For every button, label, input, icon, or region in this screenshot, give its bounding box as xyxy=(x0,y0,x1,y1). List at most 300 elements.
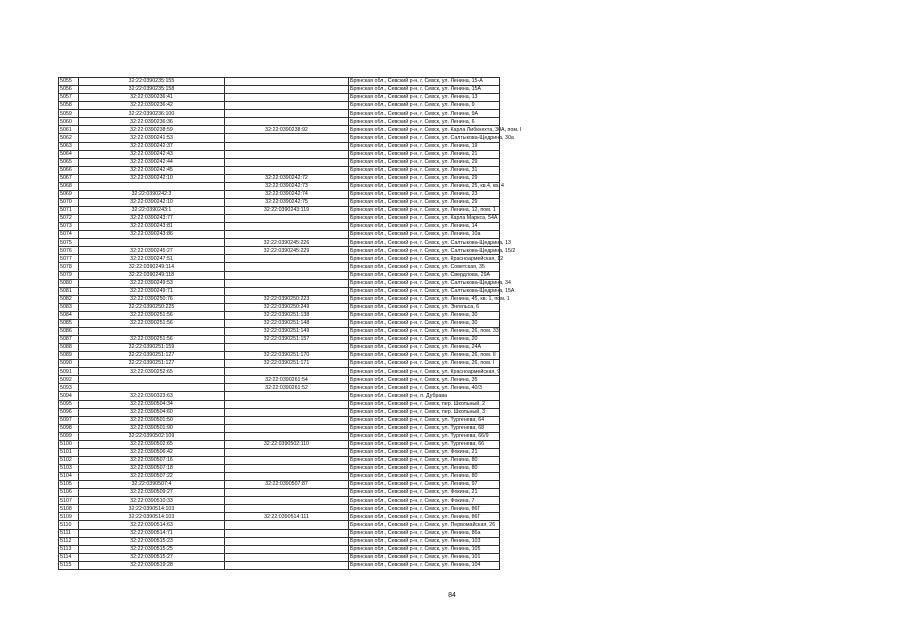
land-cadastral-number-cell: 32:22:0390242:3 xyxy=(79,190,225,198)
table-row xyxy=(59,432,500,440)
table-row xyxy=(59,142,500,150)
land-cadastral-number-cell: 32:22:0390235:155 xyxy=(79,78,225,86)
building-cadastral-number-cell: 32:22:0390250:249 xyxy=(225,303,349,311)
table-row xyxy=(59,279,500,287)
building-cadastral-number-cell xyxy=(225,456,349,464)
land-cadastral-number-cell: 32:22:0390249:114 xyxy=(79,263,225,271)
row-number-cell: 5110 xyxy=(59,521,79,529)
land-cadastral-number-cell: 32:22:0390242:45 xyxy=(79,166,225,174)
row-number-cell: 5081 xyxy=(59,287,79,295)
land-cadastral-number-cell: 32:22:0390236:42 xyxy=(79,102,225,110)
row-number-cell: 5109 xyxy=(59,513,79,521)
row-number-cell: 5070 xyxy=(59,198,79,206)
row-number-cell: 5106 xyxy=(59,489,79,497)
land-cadastral-number-cell: 32:22:0390236:100 xyxy=(79,110,225,118)
row-number-cell: 5060 xyxy=(59,118,79,126)
land-cadastral-number-cell: 32:22:0390251:56 xyxy=(79,311,225,319)
row-number-cell: 5089 xyxy=(59,352,79,360)
row-number-cell: 5114 xyxy=(59,553,79,561)
building-cadastral-number-cell xyxy=(225,271,349,279)
row-number-cell: 5105 xyxy=(59,481,79,489)
table-row xyxy=(59,513,500,521)
address-cell: Брянская обл., Севский р-н, г. Севск, ул. Ленина, 10а xyxy=(349,231,500,239)
land-cadastral-number-cell: 32:22:0390510:33 xyxy=(79,497,225,505)
building-cadastral-number-cell xyxy=(225,344,349,352)
table-row xyxy=(59,336,500,344)
address-cell: Брянская обл., Севский р-н, г. Севск, ул. Ленина, 26, пом. II xyxy=(349,352,500,360)
address-cell: Брянская обл., Севский р-н, г. Севск, ул. Ленина, 86а xyxy=(349,529,500,537)
table-row xyxy=(59,110,500,118)
address-cell: Брянская обл., Севский р-н, г. Севск, ул. Ленина, 45, кв. 1, пом. 1 xyxy=(350,295,510,302)
building-cadastral-number-cell xyxy=(225,537,349,545)
table-row xyxy=(59,456,500,464)
table-row xyxy=(59,94,500,102)
land-cadastral-number-cell: 32:22:0390502:109 xyxy=(79,432,225,440)
address-cell: Брянская обл., Севский р-н, г. Севск, ул. Энгельса, 6 xyxy=(349,303,500,311)
building-cadastral-number-cell xyxy=(225,223,349,231)
land-cadastral-number-cell: 32:22:0390504:34 xyxy=(79,400,225,408)
address-cell: Брянская обл., Севский р-н, г. Севск, ул. Советская, 35 xyxy=(349,263,500,271)
building-cadastral-number-cell xyxy=(225,118,349,126)
building-cadastral-number-cell: 32:22:0390251:138 xyxy=(225,311,349,319)
land-cadastral-number-cell: 32:22:0390242:43 xyxy=(79,150,225,158)
table-row xyxy=(59,239,500,247)
building-cadastral-number-cell xyxy=(225,94,349,102)
table-row xyxy=(59,545,500,553)
building-cadastral-number-cell: 32:22:0390514:111 xyxy=(225,513,349,521)
building-cadastral-number-cell: 32:22:0390251:149 xyxy=(225,327,349,335)
address-cell: Брянская обл., Севский р-н, г. Севск, пер. Школьный, 3 xyxy=(349,408,500,416)
land-cadastral-number-cell: 32:22:0390243:86 xyxy=(79,231,225,239)
row-number-cell: 5065 xyxy=(59,158,79,166)
land-cadastral-number-cell: 32:22:0390506:42 xyxy=(79,448,225,456)
land-cadastral-number-cell xyxy=(79,376,225,384)
address-cell: Брянская обл., Севский р-н, г. Севск, ул. Ленина, 20 xyxy=(349,336,500,344)
row-number-cell: 5067 xyxy=(59,174,79,182)
address-cell: Брянская обл., Севский р-н, г. Севск, ул. Карла Маркса, 54А xyxy=(349,215,500,223)
address-cell: Брянская обл., Севский р-н, г. Севск, ул. Ленина, 86Г xyxy=(349,505,500,513)
row-number-cell: 5064 xyxy=(59,150,79,158)
land-cadastral-number-cell: 32:22:0390501:90 xyxy=(79,424,225,432)
building-cadastral-number-cell xyxy=(225,263,349,271)
land-cadastral-number-cell xyxy=(79,182,225,190)
building-cadastral-number-cell xyxy=(225,158,349,166)
land-cadastral-number-cell: 32:22:0390236:41 xyxy=(79,94,225,102)
row-number-cell: 5092 xyxy=(59,376,79,384)
address-cell: Брянская обл., Севский р-н, г. Севск, ул. Ленина, 9А xyxy=(349,110,500,118)
row-number-cell: 5088 xyxy=(59,344,79,352)
table-row xyxy=(59,182,500,190)
building-cadastral-number-cell: 32:22:0390242:73 xyxy=(225,182,349,190)
table-row xyxy=(59,174,500,182)
address-cell: Брянская обл., Севский р-н, г. Севск, ул. Фокина, 7 xyxy=(349,497,500,505)
building-cadastral-number-cell xyxy=(225,392,349,400)
table-row xyxy=(59,529,500,537)
row-number-cell: 5115 xyxy=(59,561,79,569)
land-cadastral-number-cell: 32:22:0390250:225 xyxy=(79,303,225,311)
table-row xyxy=(59,303,500,311)
row-number-cell: 5080 xyxy=(59,279,79,287)
building-cadastral-number-cell xyxy=(225,489,349,497)
table-row xyxy=(59,271,500,279)
row-number-cell: 5102 xyxy=(59,456,79,464)
building-cadastral-number-cell xyxy=(225,408,349,416)
table-row xyxy=(59,392,500,400)
address-cell: Брянская обл., Севский р-н, г. Севск, ул. Ленина, 9 xyxy=(349,102,500,110)
row-number-cell: 5082 xyxy=(59,295,79,303)
table-row xyxy=(59,400,500,408)
table-row xyxy=(59,537,500,545)
table-row xyxy=(59,384,500,392)
address-cell: Брянская обл., Севский р-н, г. Севск, ул. Тургенева, 66/9 xyxy=(349,432,500,440)
row-number-cell: 5069 xyxy=(59,190,79,198)
land-cadastral-number-cell: 32:22:0390249:53 xyxy=(79,279,225,287)
table-row xyxy=(59,561,500,569)
address-cell: Брянская обл., Севский р-н, г. Севск, ул. Салтыкова-Щедрина, 13 xyxy=(350,239,511,246)
table-row xyxy=(59,505,500,513)
building-cadastral-number-cell: 32:22:0390251:148 xyxy=(225,319,349,327)
address-cell: Брянская обл., Севский р-н, г. Севск, ул. Ленина, 103 xyxy=(349,537,500,545)
land-cadastral-number-cell: 32:22:0390509:27 xyxy=(79,489,225,497)
table-row xyxy=(59,150,500,158)
address-cell: Брянская обл., Севский р-н, г. Севск, ул. Ленина, 86Г xyxy=(349,513,500,521)
row-number-cell: 5055 xyxy=(59,78,79,86)
building-cadastral-number-cell xyxy=(225,287,349,295)
address-cell: Брянская обл., Севский р-н, г. Севск, ул. Ленина, 80 xyxy=(349,473,500,481)
table-row xyxy=(59,223,500,231)
building-cadastral-number-cell xyxy=(225,561,349,569)
address-cell: Брянская обл., Севский р-н, г. Севск, ул. Ленина, 12, пом. 1 xyxy=(349,207,500,215)
building-cadastral-number-cell xyxy=(225,78,349,86)
table-row xyxy=(59,352,500,360)
address-cell: Брянская обл., Севский р-н, г. Севск, ул. Ленина, 35 xyxy=(349,376,500,384)
land-cadastral-number-cell: 32:22:0390501:50 xyxy=(79,416,225,424)
table-row xyxy=(59,408,500,416)
land-cadastral-number-cell: 32:22:0390251:159 xyxy=(79,344,225,352)
row-number-cell: 5073 xyxy=(59,223,79,231)
table-row xyxy=(59,166,500,174)
land-cadastral-number-cell: 32:22:0390243:77 xyxy=(79,215,225,223)
row-number-cell: 5078 xyxy=(59,263,79,271)
land-cadastral-number-cell: 32:22:0390238:59 xyxy=(79,126,225,134)
land-cadastral-number-cell: 32:22:0390245:27 xyxy=(79,247,225,255)
row-number-cell: 5107 xyxy=(59,497,79,505)
row-number-cell: 5062 xyxy=(59,134,79,142)
address-cell: Брянская обл., Севский р-н, г. Севск, ул. Ленина, 30 xyxy=(349,319,500,327)
table-row xyxy=(59,126,500,134)
row-number-cell: 5112 xyxy=(59,537,79,545)
row-number-cell: 5084 xyxy=(59,311,79,319)
land-cadastral-number-cell: 32:22:0390251:56 xyxy=(79,319,225,327)
address-cell: Брянская обл., Севский р-н, г. Севск, ул. Ленина, 80 xyxy=(349,465,500,473)
land-cadastral-number-cell: 32:22:0390235:158 xyxy=(79,86,225,94)
building-cadastral-number-cell xyxy=(225,473,349,481)
table-row xyxy=(59,287,500,295)
address-cell: Брянская обл., Севский р-н, г. Севск, пер. Школьный, 2 xyxy=(349,400,500,408)
row-number-cell: 5058 xyxy=(59,102,79,110)
address-cell: Брянская обл., Севский р-н, г. Севск, ул. Салтыкова-Щедрина, 15А xyxy=(350,287,515,294)
land-cadastral-number-cell: 32:22:0390249:118 xyxy=(79,271,225,279)
land-cadastral-number-cell: 32:22:0390323:63 xyxy=(79,392,225,400)
land-cadastral-number-cell: 32:22:0390251:56 xyxy=(79,336,225,344)
table-row xyxy=(59,255,500,263)
address-cell: Брянская обл., Севский р-н, г. Севск, ул. Красноармейская, 12 xyxy=(350,255,504,262)
address-cell: Брянская обл., Севский р-н, г. Севск, ул. Тургенева, 64 xyxy=(349,416,500,424)
building-cadastral-number-cell: 32:22:0390242:72 xyxy=(225,174,349,182)
address-cell: Брянская обл., Севский р-н, г. Севск, ул. Ленина, 105 xyxy=(349,545,500,553)
row-number-cell: 5056 xyxy=(59,86,79,94)
land-cadastral-number-cell: 32:22:0390252:65 xyxy=(79,368,225,376)
building-cadastral-number-cell xyxy=(225,255,349,263)
row-number-cell: 5061 xyxy=(59,126,79,134)
row-number-cell: 5095 xyxy=(59,400,79,408)
table-row xyxy=(59,497,500,505)
table-row xyxy=(59,553,500,561)
building-cadastral-number-cell: 32:22:0390245:229 xyxy=(225,247,349,255)
address-cell: Брянская обл., Севский р-н, г. Севск, ул. Ленина, 29 xyxy=(349,158,500,166)
address-cell: Брянская обл., Севский р-н, г. Севск, ул. Тургенева, 68 xyxy=(349,424,500,432)
building-cadastral-number-cell: 32:22:0390238:92 xyxy=(225,126,349,134)
address-cell: Брянская обл., Севский р-н, г. Севск, ул. Ленина, 19 xyxy=(349,142,500,150)
row-number-cell: 5094 xyxy=(59,392,79,400)
building-cadastral-number-cell xyxy=(225,215,349,223)
land-cadastral-number-cell xyxy=(79,384,225,392)
building-cadastral-number-cell xyxy=(225,505,349,513)
address-cell: Брянская обл., Севский р-н, г. Севск, ул. Первомайская, 26 xyxy=(349,521,500,529)
land-cadastral-number-cell: 32:22:0390249:71 xyxy=(79,287,225,295)
building-cadastral-number-cell: 32:22:0390245:226 xyxy=(225,239,349,247)
table-row xyxy=(59,368,500,376)
table-row xyxy=(59,327,500,335)
land-cadastral-number-cell xyxy=(79,327,225,335)
row-number-cell: 5100 xyxy=(59,440,79,448)
table-row xyxy=(59,465,500,473)
table-row xyxy=(59,215,500,223)
land-cadastral-number-cell: 32:22:0390242:10 xyxy=(79,198,225,206)
building-cadastral-number-cell: 32:22:0390251:170 xyxy=(225,352,349,360)
address-cell: Брянская обл., Севский р-н, г. Севск, ул. Ленина, 13 xyxy=(349,94,500,102)
address-cell: Брянская обл., Севский р-н, г. Севск, ул. Ленина, 26, пом. I xyxy=(349,360,500,368)
address-cell: Брянская обл., Севский р-н, г. Севск, ул. Ленина, 24А xyxy=(349,344,500,352)
building-cadastral-number-cell xyxy=(225,102,349,110)
land-cadastral-number-cell: 32:22:0390504:60 xyxy=(79,408,225,416)
address-cell: Брянская обл., Севский р-н, г. Севск, ул. Красноармейская, 9 xyxy=(350,368,501,375)
table-row xyxy=(59,198,500,206)
address-cell: Брянская обл., Севский р-н, г. Севск, ул. Ленина, 31 xyxy=(349,166,500,174)
building-cadastral-number-cell: 32:22:0390261:52 xyxy=(225,384,349,392)
building-cadastral-number-cell xyxy=(225,553,349,561)
address-cell: Брянская обл., Севский р-н, г. Севск, ул. Салтыкова-Щедрина, 15/2 xyxy=(350,247,516,254)
address-cell: Брянская обл., Севский р-н, г. Севск, ул. Тургенева, 66 xyxy=(349,440,500,448)
building-cadastral-number-cell xyxy=(225,134,349,142)
land-cadastral-number-cell: 32:22:0390507:16 xyxy=(79,456,225,464)
address-cell: Брянская обл., Севский р-н, г. Севск, ул. Ленина, 23 xyxy=(349,190,500,198)
row-number-cell: 5101 xyxy=(59,448,79,456)
row-number-cell: 5074 xyxy=(59,231,79,239)
address-cell: Брянская обл., Севский р-н, г. Севск, ул. Фокина, 21 xyxy=(349,448,500,456)
land-cadastral-number-cell: 32:22:0390514:103 xyxy=(79,505,225,513)
table-row xyxy=(59,360,500,368)
building-cadastral-number-cell xyxy=(225,465,349,473)
land-cadastral-number-cell xyxy=(79,239,225,247)
building-cadastral-number-cell xyxy=(225,497,349,505)
land-cadastral-number-cell: 32:22:0390243:81 xyxy=(79,223,225,231)
building-cadastral-number-cell: 32:22:0390251:171 xyxy=(225,360,349,368)
table-row xyxy=(59,424,500,432)
row-number-cell: 5066 xyxy=(59,166,79,174)
land-cadastral-number-cell: 32:22:0390515:25 xyxy=(79,545,225,553)
table-row xyxy=(59,158,500,166)
land-cadastral-number-cell: 32:22:0390507:22 xyxy=(79,473,225,481)
table-row xyxy=(59,134,500,142)
address-cell: Брянская обл., Севский р-н, г. Севск, ул. Ленина, 30 xyxy=(349,311,500,319)
address-cell: Брянская обл., Севский р-н, г. Севск, ул. Ленина, 21 xyxy=(349,150,500,158)
row-number-cell: 5087 xyxy=(59,336,79,344)
address-cell: Брянская обл., Севский р-н, г. Севск, ул. Фокина, 21 xyxy=(349,489,500,497)
land-cadastral-number-cell: 32:22:0390515:27 xyxy=(79,553,225,561)
table-row xyxy=(59,86,500,94)
land-cadastral-number-cell: 32:22:0390514:63 xyxy=(79,521,225,529)
address-cell: Брянская обл., Севский р-н, г. Севск, ул. Ленина, 15А xyxy=(349,86,500,94)
row-number-cell: 5097 xyxy=(59,416,79,424)
land-cadastral-number-cell: 32:22:0390242:37 xyxy=(79,142,225,150)
building-cadastral-number-cell xyxy=(225,86,349,94)
row-number-cell: 5093 xyxy=(59,384,79,392)
row-number-cell: 5083 xyxy=(59,303,79,311)
building-cadastral-number-cell xyxy=(225,521,349,529)
row-number-cell: 5108 xyxy=(59,505,79,513)
table-row xyxy=(59,376,500,384)
table-row xyxy=(59,448,500,456)
building-cadastral-number-cell: 32:22:0390243:119 xyxy=(225,207,349,215)
land-cadastral-number-cell: 32:22:0390236:36 xyxy=(79,118,225,126)
land-cadastral-number-cell: 32:22:0390507:4 xyxy=(79,481,225,489)
row-number-cell: 5111 xyxy=(59,529,79,537)
building-cadastral-number-cell: 32:22:0390242:74 xyxy=(225,190,349,198)
row-number-cell: 5099 xyxy=(59,432,79,440)
address-cell: Брянская обл., Севский р-н, г. Севск, ул. Ленина, 97 xyxy=(349,481,500,489)
table-row xyxy=(59,311,500,319)
table-row xyxy=(59,489,500,497)
row-number-cell: 5059 xyxy=(59,110,79,118)
building-cadastral-number-cell xyxy=(225,142,349,150)
row-number-cell: 5113 xyxy=(59,545,79,553)
table-row xyxy=(59,207,500,215)
page-number: 84 xyxy=(448,592,456,599)
table-row xyxy=(59,319,500,327)
building-cadastral-number-cell xyxy=(225,424,349,432)
building-cadastral-number-cell xyxy=(225,166,349,174)
row-number-cell: 5098 xyxy=(59,424,79,432)
building-cadastral-number-cell xyxy=(225,432,349,440)
land-cadastral-number-cell: 32:22:0390242:44 xyxy=(79,158,225,166)
address-cell: Брянская обл., Севский р-н, г. Севск, ул. Ленина, 15-А xyxy=(349,78,500,86)
building-cadastral-number-cell xyxy=(225,400,349,408)
row-number-cell: 5096 xyxy=(59,408,79,416)
table-row xyxy=(59,521,500,529)
land-cadastral-number-cell: 32:22:0390519:28 xyxy=(79,561,225,569)
cadastral-table xyxy=(58,77,522,570)
building-cadastral-number-cell xyxy=(225,545,349,553)
address-cell: Брянская обл., Севский р-н, г. Севск, ул. Ленина, 29 xyxy=(349,174,500,182)
address-cell: Брянская обл., Севский р-н, г. Севск, ул. Ленина, 14 xyxy=(349,223,500,231)
building-cadastral-number-cell xyxy=(225,150,349,158)
building-cadastral-number-cell: 32:22:0390242:75 xyxy=(225,198,349,206)
address-cell: Брянская обл., Севский р-н, г. Севск, ул. Ленина, 101 xyxy=(349,553,500,561)
building-cadastral-number-cell: 32:22:0390502:110 xyxy=(225,440,349,448)
row-number-cell: 5076 xyxy=(59,247,79,255)
table-row xyxy=(59,295,500,303)
address-cell: Брянская обл., Севский р-н, п. Дубрава xyxy=(349,392,500,400)
building-cadastral-number-cell xyxy=(225,448,349,456)
table-row xyxy=(59,473,500,481)
address-cell: Брянская обл., Севский р-н, г. Севск, ул. Ленина, 29 xyxy=(349,198,500,206)
row-number-cell: 5063 xyxy=(59,142,79,150)
land-cadastral-number-cell: 32:22:0390502:65 xyxy=(79,440,225,448)
table-row xyxy=(59,344,500,352)
address-cell: Брянская обл., Севский р-н, г. Севск, ул. Ленина, 6 xyxy=(349,118,500,126)
land-cadastral-number-cell: 32:22:0390242:10 xyxy=(79,174,225,182)
table-row xyxy=(59,416,500,424)
building-cadastral-number-cell xyxy=(225,368,349,376)
row-number-cell: 5072 xyxy=(59,215,79,223)
building-cadastral-number-cell xyxy=(225,110,349,118)
building-cadastral-number-cell: 32:22:0390507:87 xyxy=(225,481,349,489)
building-cadastral-number-cell xyxy=(225,529,349,537)
table-row xyxy=(59,78,500,86)
table-row xyxy=(59,440,500,448)
land-cadastral-number-cell: 32:22:0390514:103 xyxy=(79,513,225,521)
table-row xyxy=(59,231,500,239)
row-number-cell: 5075 xyxy=(59,239,79,247)
row-number-cell: 5104 xyxy=(59,473,79,481)
address-cell: Брянская обл., Севский р-н, г. Севск, ул. Карла Либкнехта, 30А, пом. I xyxy=(350,126,522,133)
table-row xyxy=(59,118,500,126)
table-row xyxy=(59,481,500,489)
cadastral-table-body xyxy=(59,78,522,570)
row-number-cell: 5086 xyxy=(59,327,79,335)
land-cadastral-number-cell: 32:22:0390251:127 xyxy=(79,360,225,368)
land-cadastral-number-cell: 32:22:0390251:127 xyxy=(79,352,225,360)
address-cell: Брянская обл., Севский р-н, г. Севск, ул. Ленина, 26, пом. 33 xyxy=(350,328,499,335)
table-row xyxy=(59,190,500,198)
row-number-cell: 5068 xyxy=(59,182,79,190)
land-cadastral-number-cell: 32:22:0390514:71 xyxy=(79,529,225,537)
table-row xyxy=(59,102,500,110)
row-number-cell: 5057 xyxy=(59,94,79,102)
address-cell: Брянская обл., Севский р-н, г. Севск, ул. Салтыкова-Щедрина, 34 xyxy=(350,279,511,286)
building-cadastral-number-cell: 32:22:0390261:54 xyxy=(225,376,349,384)
row-number-cell: 5090 xyxy=(59,360,79,368)
land-cadastral-number-cell: 32:22:0390507:18 xyxy=(79,465,225,473)
table-row xyxy=(59,247,500,255)
address-cell: Брянская обл., Севский р-н, г. Севск, ул. Салтыкова-Щедрина, 30а xyxy=(350,134,514,141)
building-cadastral-number-cell xyxy=(225,416,349,424)
land-cadastral-number-cell: 32:22:0390250:76 xyxy=(79,295,225,303)
land-cadastral-number-cell: 32:22:0390515:23 xyxy=(79,537,225,545)
building-cadastral-number-cell xyxy=(225,231,349,239)
row-number-cell: 5077 xyxy=(59,255,79,263)
row-number-cell: 5103 xyxy=(59,465,79,473)
row-number-cell: 5091 xyxy=(59,368,79,376)
building-cadastral-number-cell xyxy=(225,279,349,287)
address-cell: Брянская обл., Севский р-н, г. Севск, ул. Ленина, 40/3 xyxy=(349,384,500,392)
address-cell: Брянская обл., Севский р-н, г. Севск, ул. Ленина, 25, кв.4, кв. 4 xyxy=(350,183,504,190)
land-cadastral-number-cell: 32:22:0390241:53 xyxy=(79,134,225,142)
address-cell: Брянская обл., Севский р-н, г. Севск, ул. Ленина, 104 xyxy=(349,561,500,569)
building-cadastral-number-cell: 32:22:0390250:223 xyxy=(225,295,349,303)
row-number-cell: 5085 xyxy=(59,319,79,327)
